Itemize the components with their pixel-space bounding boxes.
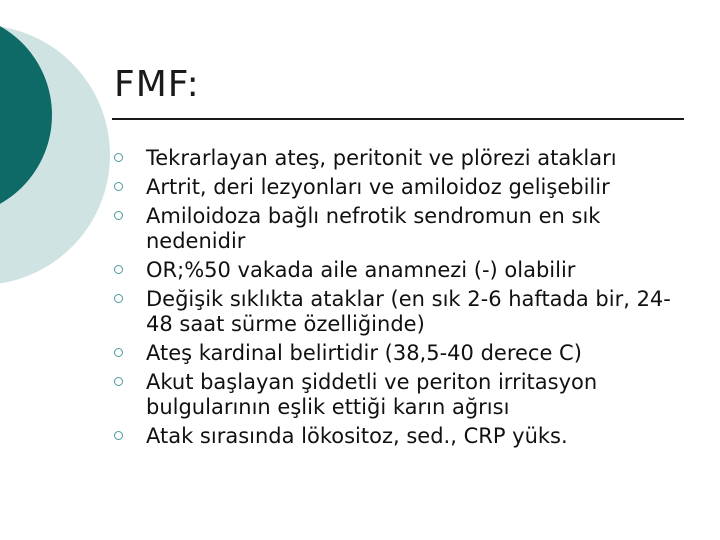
bullet-item xyxy=(112,287,692,337)
circle-bullet-icon xyxy=(114,294,123,303)
title-underline xyxy=(112,118,684,120)
slide-title: FMF: xyxy=(114,64,200,105)
decorative-circles xyxy=(0,0,120,300)
bullet-item xyxy=(112,146,692,171)
circle-bullet-icon xyxy=(114,265,123,274)
bullet-text: Tekrarlayan ateş, peritonit ve plörezi atakları xyxy=(146,146,617,170)
bullet-text: Değişik sıklıkta ataklar (en sık 2-6 haftada bir, 24-48 saat sürme özelliğinde) xyxy=(146,287,671,336)
decorative-circles-graphic xyxy=(0,0,120,300)
bullet-text: Ateş kardinal belirtidir (38,5-40 derece C) xyxy=(146,341,582,365)
bullet-text: Atak sırasında lökositoz, sed., CRP yüks. xyxy=(146,424,568,448)
bullet-text: Akut başlayan şiddetli ve periton irritasyon bulgularının eşlik ettiği karın ağrısı xyxy=(146,370,598,419)
bullet-item xyxy=(112,175,692,200)
bullet-item xyxy=(112,204,692,254)
circle-bullet-icon xyxy=(114,348,123,357)
circle-bullet-icon xyxy=(114,153,123,162)
circle-bullet-icon xyxy=(114,182,123,191)
bullet-text: OR;%50 vakada aile anamnezi (-) olabilir xyxy=(146,258,576,282)
circle-bullet-icon xyxy=(114,431,123,440)
circle-bullet-icon xyxy=(114,211,123,220)
bullet-item xyxy=(112,341,692,366)
bullet-item xyxy=(112,258,692,283)
bullet-item xyxy=(112,424,692,449)
bullet-text: Artrit, deri lezyonları ve amiloidoz gelişebilir xyxy=(146,175,610,199)
bullet-item xyxy=(112,370,692,420)
circle-bullet-icon xyxy=(114,377,123,386)
bullet-text: Amiloidoza bağlı nefrotik sendromun en sık nedenidir xyxy=(146,204,601,253)
bullet-list xyxy=(112,146,692,453)
